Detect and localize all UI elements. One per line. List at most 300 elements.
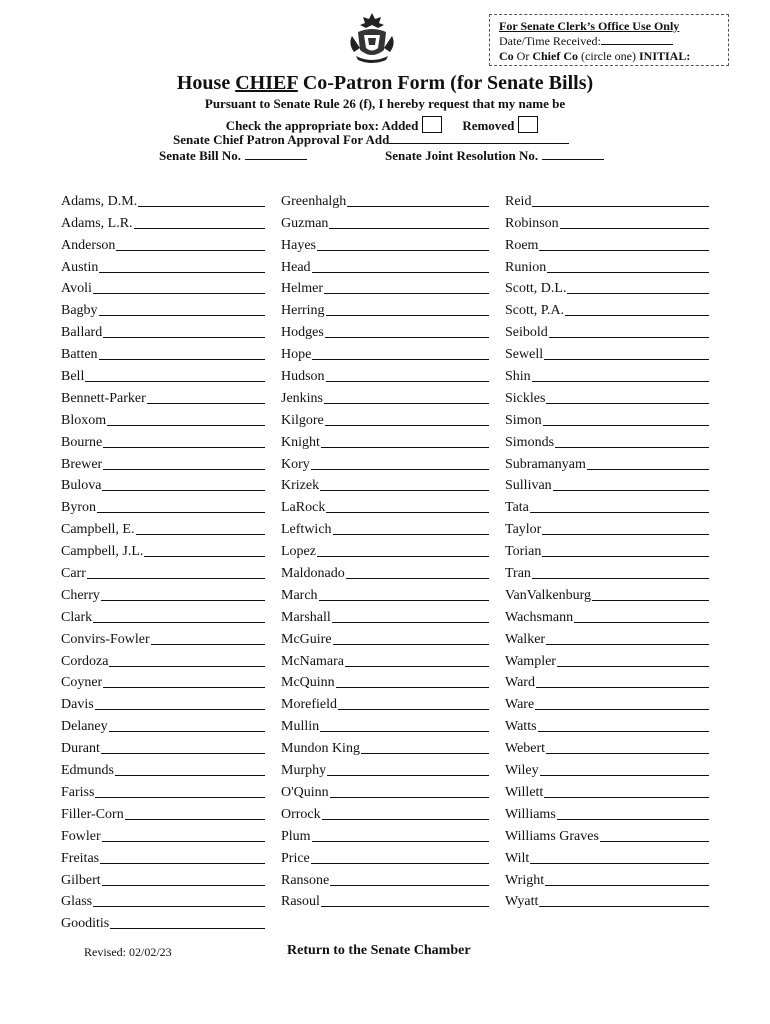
- delegate-name: Morefield: [281, 697, 337, 713]
- delegate-row: [505, 605, 709, 627]
- delegate-name: Wiley: [505, 763, 539, 779]
- delegate-name: Jenkins: [281, 390, 323, 406]
- delegate-name: Marshall: [281, 609, 331, 625]
- signature-line[interactable]: [546, 403, 709, 404]
- signature-line[interactable]: [565, 315, 709, 316]
- delegate-row: [281, 517, 489, 539]
- signature-line[interactable]: [536, 687, 709, 688]
- delegate-row: [281, 539, 489, 561]
- signature-line[interactable]: [592, 600, 709, 601]
- delegate-row: [61, 298, 265, 320]
- signature-line[interactable]: [535, 709, 709, 710]
- delegate-row: [505, 671, 709, 693]
- delegate-name: Wilt: [505, 850, 530, 866]
- delegate-name: Helmer: [281, 281, 323, 297]
- clerk-box-title: For Senate Clerk’s Office Use Only: [499, 19, 680, 33]
- delegate-row: [281, 692, 489, 714]
- signature-line[interactable]: [338, 709, 489, 710]
- delegate-name: Ransone: [281, 872, 330, 888]
- delegate-row: [61, 277, 265, 299]
- delegate-name: Fariss: [61, 784, 95, 800]
- signature-line[interactable]: [102, 841, 265, 842]
- delegate-row: [281, 846, 489, 868]
- delegate-name: Price: [281, 850, 310, 866]
- signature-line[interactable]: [553, 490, 709, 491]
- signature-line[interactable]: [107, 425, 265, 426]
- signature-line[interactable]: [101, 600, 265, 601]
- signature-line[interactable]: [555, 447, 709, 448]
- form-title: [0, 72, 770, 95]
- signature-line[interactable]: [545, 885, 709, 886]
- delegate-name: Greenhalgh: [281, 193, 347, 209]
- delegate-name: Gooditis: [61, 916, 110, 932]
- delegate-name: Wright: [505, 872, 545, 888]
- delegate-name: Plum: [281, 828, 311, 844]
- delegate-name: Campbell, J.L.: [61, 544, 144, 560]
- approval-field[interactable]: [389, 133, 569, 144]
- signature-line[interactable]: [320, 731, 489, 732]
- delegate-row: [281, 386, 489, 408]
- signature-line[interactable]: [138, 206, 265, 207]
- signature-line[interactable]: [87, 578, 265, 579]
- title-suffix: Co-Patron Form (for Senate Bills): [297, 72, 594, 94]
- delegate-row: [505, 386, 709, 408]
- delegate-row: [281, 868, 489, 890]
- delegate-name: Murphy: [281, 763, 327, 779]
- signature-line[interactable]: [317, 556, 489, 557]
- clerk-office-box: [489, 14, 729, 66]
- delegate-row: [505, 561, 709, 583]
- delegate-name: Sullivan: [505, 478, 552, 494]
- delegate-row: [505, 233, 709, 255]
- delegate-name: Carr: [61, 566, 86, 582]
- delegate-name: Durant: [61, 741, 100, 757]
- signature-line[interactable]: [540, 775, 709, 776]
- delegate-row: [505, 846, 709, 868]
- delegate-row: [61, 452, 265, 474]
- delegate-row: [281, 824, 489, 846]
- delegate-name: Simonds: [505, 434, 555, 450]
- delegate-row: [505, 583, 709, 605]
- delegate-name: Adams, D.M.: [61, 193, 138, 209]
- delegate-name: Hudson: [281, 369, 325, 385]
- delegate-column-2: [281, 189, 489, 911]
- signature-line[interactable]: [103, 469, 265, 470]
- delegate-name: Anderson: [61, 237, 116, 253]
- delegate-name: Mullin: [281, 719, 320, 735]
- delegate-row: [61, 561, 265, 583]
- signature-line[interactable]: [330, 797, 489, 798]
- signature-line[interactable]: [325, 337, 489, 338]
- bill-number-label: Senate Bill No.: [159, 148, 241, 163]
- delegate-name: Simon: [505, 412, 542, 428]
- signature-line[interactable]: [544, 359, 709, 360]
- delegate-name: O'Quinn: [281, 784, 329, 800]
- delegate-name: Wampler: [505, 653, 556, 669]
- signature-line[interactable]: [319, 600, 489, 601]
- delegate-row: [281, 605, 489, 627]
- date-received-field[interactable]: [601, 34, 673, 45]
- signature-line[interactable]: [546, 644, 709, 645]
- delegate-name: Rasoul: [281, 894, 320, 910]
- delegate-name: Glass: [61, 894, 93, 910]
- delegate-row: [61, 342, 265, 364]
- delegate-row: [61, 364, 265, 386]
- signature-line[interactable]: [95, 797, 265, 798]
- delegate-row: [505, 408, 709, 430]
- delegate-row: [505, 780, 709, 802]
- delegate-row: [61, 517, 265, 539]
- signature-line[interactable]: [320, 490, 489, 491]
- delegate-row: [281, 452, 489, 474]
- delegate-row: [281, 320, 489, 342]
- delegate-name: Gilbert: [61, 872, 101, 888]
- return-instruction: Return to the Senate Chamber: [287, 943, 471, 958]
- delegate-row: [61, 671, 265, 693]
- signature-line[interactable]: [103, 447, 265, 448]
- signature-line[interactable]: [532, 578, 709, 579]
- delegate-name: Mundon King: [281, 741, 360, 757]
- rule-line: Pursuant to Senate Rule 26 (f), I hereby request that my name be: [204, 96, 566, 111]
- delegate-name: Avoli: [61, 281, 92, 297]
- delegate-row: [281, 802, 489, 824]
- delegate-name: Subramanyam: [505, 456, 586, 472]
- delegate-name: Webert: [505, 741, 546, 757]
- signature-line[interactable]: [547, 272, 709, 273]
- delegate-row: [281, 189, 489, 211]
- delegate-row: [61, 408, 265, 430]
- delegate-name: Bennett-Parker: [61, 390, 146, 406]
- delegate-row: [505, 189, 709, 211]
- signature-line[interactable]: [330, 885, 489, 886]
- signature-line[interactable]: [103, 687, 265, 688]
- signature-line[interactable]: [99, 272, 265, 273]
- delegate-name: Hodges: [281, 325, 324, 341]
- delegate-name: Fowler: [61, 828, 101, 844]
- delegate-name: Convirs-Fowler: [61, 631, 150, 647]
- delegate-row: [61, 846, 265, 868]
- delegate-name: Austin: [61, 259, 99, 275]
- delegate-name: Adams, L.R.: [61, 215, 133, 231]
- delegate-row: [505, 824, 709, 846]
- removed-checkbox[interactable]: [518, 116, 538, 133]
- delegate-row: [281, 277, 489, 299]
- delegate-row: [505, 758, 709, 780]
- signature-line[interactable]: [85, 381, 265, 382]
- delegate-name: Sewell: [505, 347, 544, 363]
- delegate-name: Scott, P.A.: [505, 303, 565, 319]
- delegate-name: Seibold: [505, 325, 548, 341]
- bill-number-row: [159, 148, 307, 164]
- title-chief: CHIEF: [235, 72, 298, 94]
- delegate-name: Bagby: [61, 303, 98, 319]
- delegate-name: Kilgore: [281, 412, 324, 428]
- delegate-row: [61, 474, 265, 496]
- delegate-name: Campbell, E.: [61, 522, 135, 538]
- delegate-name: Cordoza: [61, 653, 109, 669]
- joint-resolution-row: [385, 148, 604, 164]
- delegate-row: [505, 692, 709, 714]
- signature-line[interactable]: [93, 622, 265, 623]
- delegate-row: [61, 627, 265, 649]
- or-text: Or: [513, 49, 533, 63]
- delegate-name: Leftwich: [281, 522, 332, 538]
- delegate-row: [61, 758, 265, 780]
- delegate-column-1: [61, 189, 265, 933]
- approval-label: Senate Chief Patron Approval For Add: [173, 132, 390, 147]
- signature-line[interactable]: [549, 337, 709, 338]
- delegate-name: Ward: [505, 675, 535, 691]
- delegate-name: Davis: [61, 697, 94, 713]
- signature-line[interactable]: [532, 381, 709, 382]
- signature-line[interactable]: [99, 359, 265, 360]
- signature-line[interactable]: [326, 381, 489, 382]
- delegate-row: [61, 605, 265, 627]
- delegate-name: Herring: [281, 303, 325, 319]
- delegate-name: Filler-Corn: [61, 806, 124, 822]
- delegate-row: [505, 474, 709, 496]
- delegate-name: Knight: [281, 434, 320, 450]
- signature-line[interactable]: [311, 863, 489, 864]
- delegate-name: Shin: [505, 369, 531, 385]
- delegate-name: March: [281, 587, 318, 603]
- delegate-name: Brewer: [61, 456, 103, 472]
- signature-line[interactable]: [95, 709, 265, 710]
- delegate-row: [505, 277, 709, 299]
- delegate-row: [505, 342, 709, 364]
- delegate-name: Edmunds: [61, 763, 114, 779]
- co-option[interactable]: Co: [499, 49, 514, 63]
- signature-line[interactable]: [574, 622, 709, 623]
- joint-resolution-label: Senate Joint Resolution No.: [385, 148, 539, 163]
- signature-line[interactable]: [321, 447, 489, 448]
- delegate-name: Delaney: [61, 719, 108, 735]
- delegate-row: [61, 255, 265, 277]
- signature-line[interactable]: [93, 293, 265, 294]
- signature-line[interactable]: [333, 644, 489, 645]
- signature-line[interactable]: [587, 469, 709, 470]
- delegate-row: [505, 714, 709, 736]
- delegate-row: [61, 189, 265, 211]
- delegate-row: [281, 780, 489, 802]
- signature-line[interactable]: [530, 512, 709, 513]
- delegate-name: Guzman: [281, 215, 329, 231]
- delegate-column-3: [505, 189, 709, 911]
- signature-line[interactable]: [327, 775, 489, 776]
- delegate-row: [61, 802, 265, 824]
- delegate-row: [61, 780, 265, 802]
- signature-line[interactable]: [100, 863, 265, 864]
- added-label: Check the appropriate box: Added: [225, 118, 419, 133]
- signature-line[interactable]: [325, 425, 489, 426]
- signature-line[interactable]: [532, 206, 709, 207]
- delegate-name: McGuire: [281, 631, 332, 647]
- signature-line[interactable]: [332, 622, 489, 623]
- signature-line[interactable]: [336, 687, 489, 688]
- signature-line[interactable]: [326, 315, 489, 316]
- delegate-name: Watts: [505, 719, 537, 735]
- signature-line[interactable]: [151, 644, 265, 645]
- delegate-row: [61, 539, 265, 561]
- delegate-name: Batten: [61, 347, 98, 363]
- signature-line[interactable]: [324, 403, 489, 404]
- delegate-name: Williams: [505, 806, 556, 822]
- date-received-label: Date/Time Received:: [499, 34, 601, 48]
- delegate-name: Roem: [505, 237, 539, 253]
- circle-one-note: (circle one): [578, 49, 639, 63]
- delegate-name: Runion: [505, 259, 547, 275]
- signature-line[interactable]: [557, 819, 709, 820]
- delegate-name: Ware: [505, 697, 535, 713]
- signature-line[interactable]: [538, 731, 709, 732]
- signature-line[interactable]: [99, 315, 265, 316]
- delegate-row: [505, 649, 709, 671]
- signature-line[interactable]: [136, 534, 266, 535]
- signature-line[interactable]: [317, 250, 489, 251]
- signature-line[interactable]: [115, 775, 265, 776]
- delegate-row: [61, 692, 265, 714]
- delegate-name: Hope: [281, 347, 312, 363]
- delegate-row: [61, 824, 265, 846]
- signature-line[interactable]: [110, 928, 265, 929]
- delegate-row: [505, 364, 709, 386]
- delegate-row: [505, 298, 709, 320]
- delegate-row: [281, 255, 489, 277]
- delegate-name: LaRock: [281, 500, 326, 516]
- signature-line[interactable]: [321, 906, 489, 907]
- signature-line[interactable]: [312, 272, 489, 273]
- bill-number-field[interactable]: [245, 149, 307, 160]
- delegate-row: [505, 868, 709, 890]
- signature-line[interactable]: [361, 753, 489, 754]
- delegate-name: Tata: [505, 500, 529, 516]
- signature-line[interactable]: [560, 228, 709, 229]
- delegate-row: [61, 911, 265, 933]
- signature-line[interactable]: [103, 337, 265, 338]
- delegate-row: [61, 430, 265, 452]
- delegate-row: [281, 495, 489, 517]
- signature-line[interactable]: [134, 228, 265, 229]
- delegate-row: [281, 714, 489, 736]
- signature-line[interactable]: [102, 885, 265, 886]
- delegate-row: [61, 320, 265, 342]
- signature-line[interactable]: [116, 250, 265, 251]
- delegate-name: Orrock: [281, 806, 321, 822]
- signature-line[interactable]: [542, 556, 709, 557]
- delegate-name: Bloxom: [61, 412, 107, 428]
- delegate-row: [281, 583, 489, 605]
- delegate-row: [61, 583, 265, 605]
- delegate-row: [505, 255, 709, 277]
- signature-line[interactable]: [324, 293, 489, 294]
- signature-line[interactable]: [542, 534, 709, 535]
- signature-line[interactable]: [312, 359, 489, 360]
- delegate-name: Bourne: [61, 434, 103, 450]
- signature-line[interactable]: [544, 797, 709, 798]
- revised-date: Revised: 02/02/23: [84, 945, 172, 959]
- delegate-row: [61, 890, 265, 912]
- delegate-name: Freitas: [61, 850, 100, 866]
- delegate-name: Byron: [61, 500, 96, 516]
- signature-line[interactable]: [326, 512, 489, 513]
- delegate-row: [281, 408, 489, 430]
- title-prefix: House: [176, 72, 236, 94]
- delegate-row: [505, 802, 709, 824]
- delegate-name: Head: [281, 259, 311, 275]
- delegate-row: [281, 736, 489, 758]
- delegate-row: [61, 386, 265, 408]
- delegate-row: [281, 627, 489, 649]
- signature-line[interactable]: [102, 490, 265, 491]
- added-checkbox[interactable]: [422, 116, 442, 133]
- delegate-name: Wachsmann: [505, 609, 574, 625]
- signature-line[interactable]: [546, 753, 709, 754]
- joint-resolution-field[interactable]: [542, 149, 604, 160]
- delegate-name: Hayes: [281, 237, 316, 253]
- delegate-row: [505, 517, 709, 539]
- delegate-row: [61, 649, 265, 671]
- delegate-row: [61, 233, 265, 255]
- delegate-name: Reid: [505, 193, 532, 209]
- signature-line[interactable]: [322, 819, 489, 820]
- delegate-row: [505, 495, 709, 517]
- delegate-name: Willett: [505, 784, 544, 800]
- delegate-row: [281, 671, 489, 693]
- chief-co-option[interactable]: Chief Co: [532, 49, 579, 63]
- signature-line[interactable]: [125, 819, 265, 820]
- signature-line[interactable]: [530, 863, 709, 864]
- signature-line[interactable]: [109, 731, 265, 732]
- senate-seal-icon: [344, 10, 400, 66]
- signature-line[interactable]: [539, 906, 709, 907]
- delegate-name: Krizek: [281, 478, 320, 494]
- delegate-name: Torian: [505, 544, 542, 560]
- signature-line[interactable]: [539, 250, 709, 251]
- signature-line[interactable]: [543, 425, 709, 426]
- signature-line[interactable]: [567, 293, 709, 294]
- delegate-name: Sickles: [505, 390, 546, 406]
- delegate-row: [505, 890, 709, 912]
- delegate-name: Clark: [61, 609, 93, 625]
- removed-label: Removed: [462, 118, 515, 133]
- signature-line[interactable]: [333, 534, 489, 535]
- signature-line[interactable]: [600, 841, 709, 842]
- delegate-name: Robinson: [505, 215, 559, 231]
- signature-line[interactable]: [346, 578, 489, 579]
- signature-line[interactable]: [144, 556, 265, 557]
- signature-line[interactable]: [109, 666, 265, 667]
- signature-line[interactable]: [101, 753, 265, 754]
- delegate-name: Cherry: [61, 587, 100, 603]
- signature-line[interactable]: [345, 666, 489, 667]
- delegate-name: Wyatt: [505, 894, 539, 910]
- delegate-row: [281, 364, 489, 386]
- signature-line[interactable]: [347, 206, 489, 207]
- signature-line[interactable]: [329, 228, 489, 229]
- delegate-row: [281, 758, 489, 780]
- delegate-name: Lopez: [281, 544, 316, 560]
- signature-line[interactable]: [93, 906, 265, 907]
- initial-label: INITIAL:: [638, 49, 691, 63]
- signature-line[interactable]: [97, 512, 265, 513]
- delegate-row: [505, 736, 709, 758]
- delegate-row: [61, 868, 265, 890]
- signature-line[interactable]: [312, 841, 489, 842]
- delegate-row: [281, 342, 489, 364]
- signature-line[interactable]: [557, 666, 709, 667]
- signature-line[interactable]: [147, 403, 265, 404]
- signature-line[interactable]: [311, 469, 489, 470]
